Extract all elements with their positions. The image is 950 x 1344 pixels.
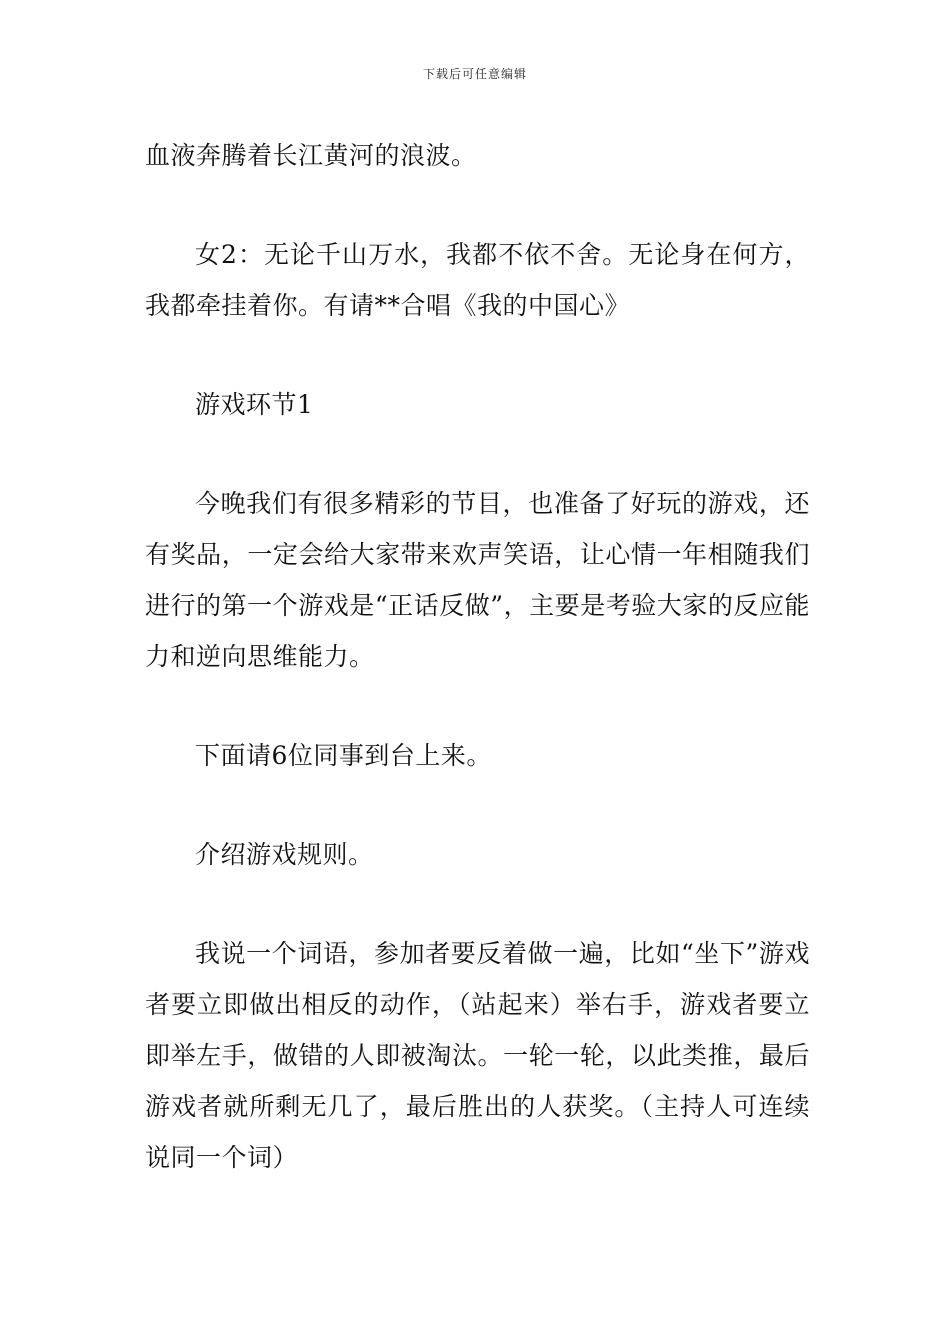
paragraph-1: 血液奔腾着长江黄河的浪波。	[145, 141, 477, 170]
paragraph-3-section-heading: 游戏环节1	[195, 390, 314, 419]
paragraph-5: 下面请6位同事到台上来。	[195, 741, 492, 770]
header-note: 下载后可任意编辑	[422, 67, 527, 81]
paragraph-2: 女2：无论千山万水，我都不依不舍。无论身在何方，我都牵挂着你。有请**合唱《我的中国心》	[145, 240, 810, 320]
paragraph-6: 介绍游戏规则。	[195, 840, 374, 869]
document-body	[145, 130, 810, 1183]
paragraph-4: 今晚我们有很多精彩的节目，也准备了好玩的游戏，还有奖品，一定会给大家带来欢声笑语，让心情一年相随我们进行的第一个游戏是“正话反做”，主要是考验大家的反应能力和逆向思维能力。	[145, 489, 810, 671]
paragraph-7: 我说一个词语，参加者要反着做一遍，比如“坐下”游戏者要立即做出相反的动作，（站起来）举右手，游戏者要立即举左手，做错的人即被淘汰。一轮一轮，以此类推，最后游戏者就所剩无几了，最后胜出的人获奖。（主持人可连续说同一个词）	[145, 939, 810, 1172]
